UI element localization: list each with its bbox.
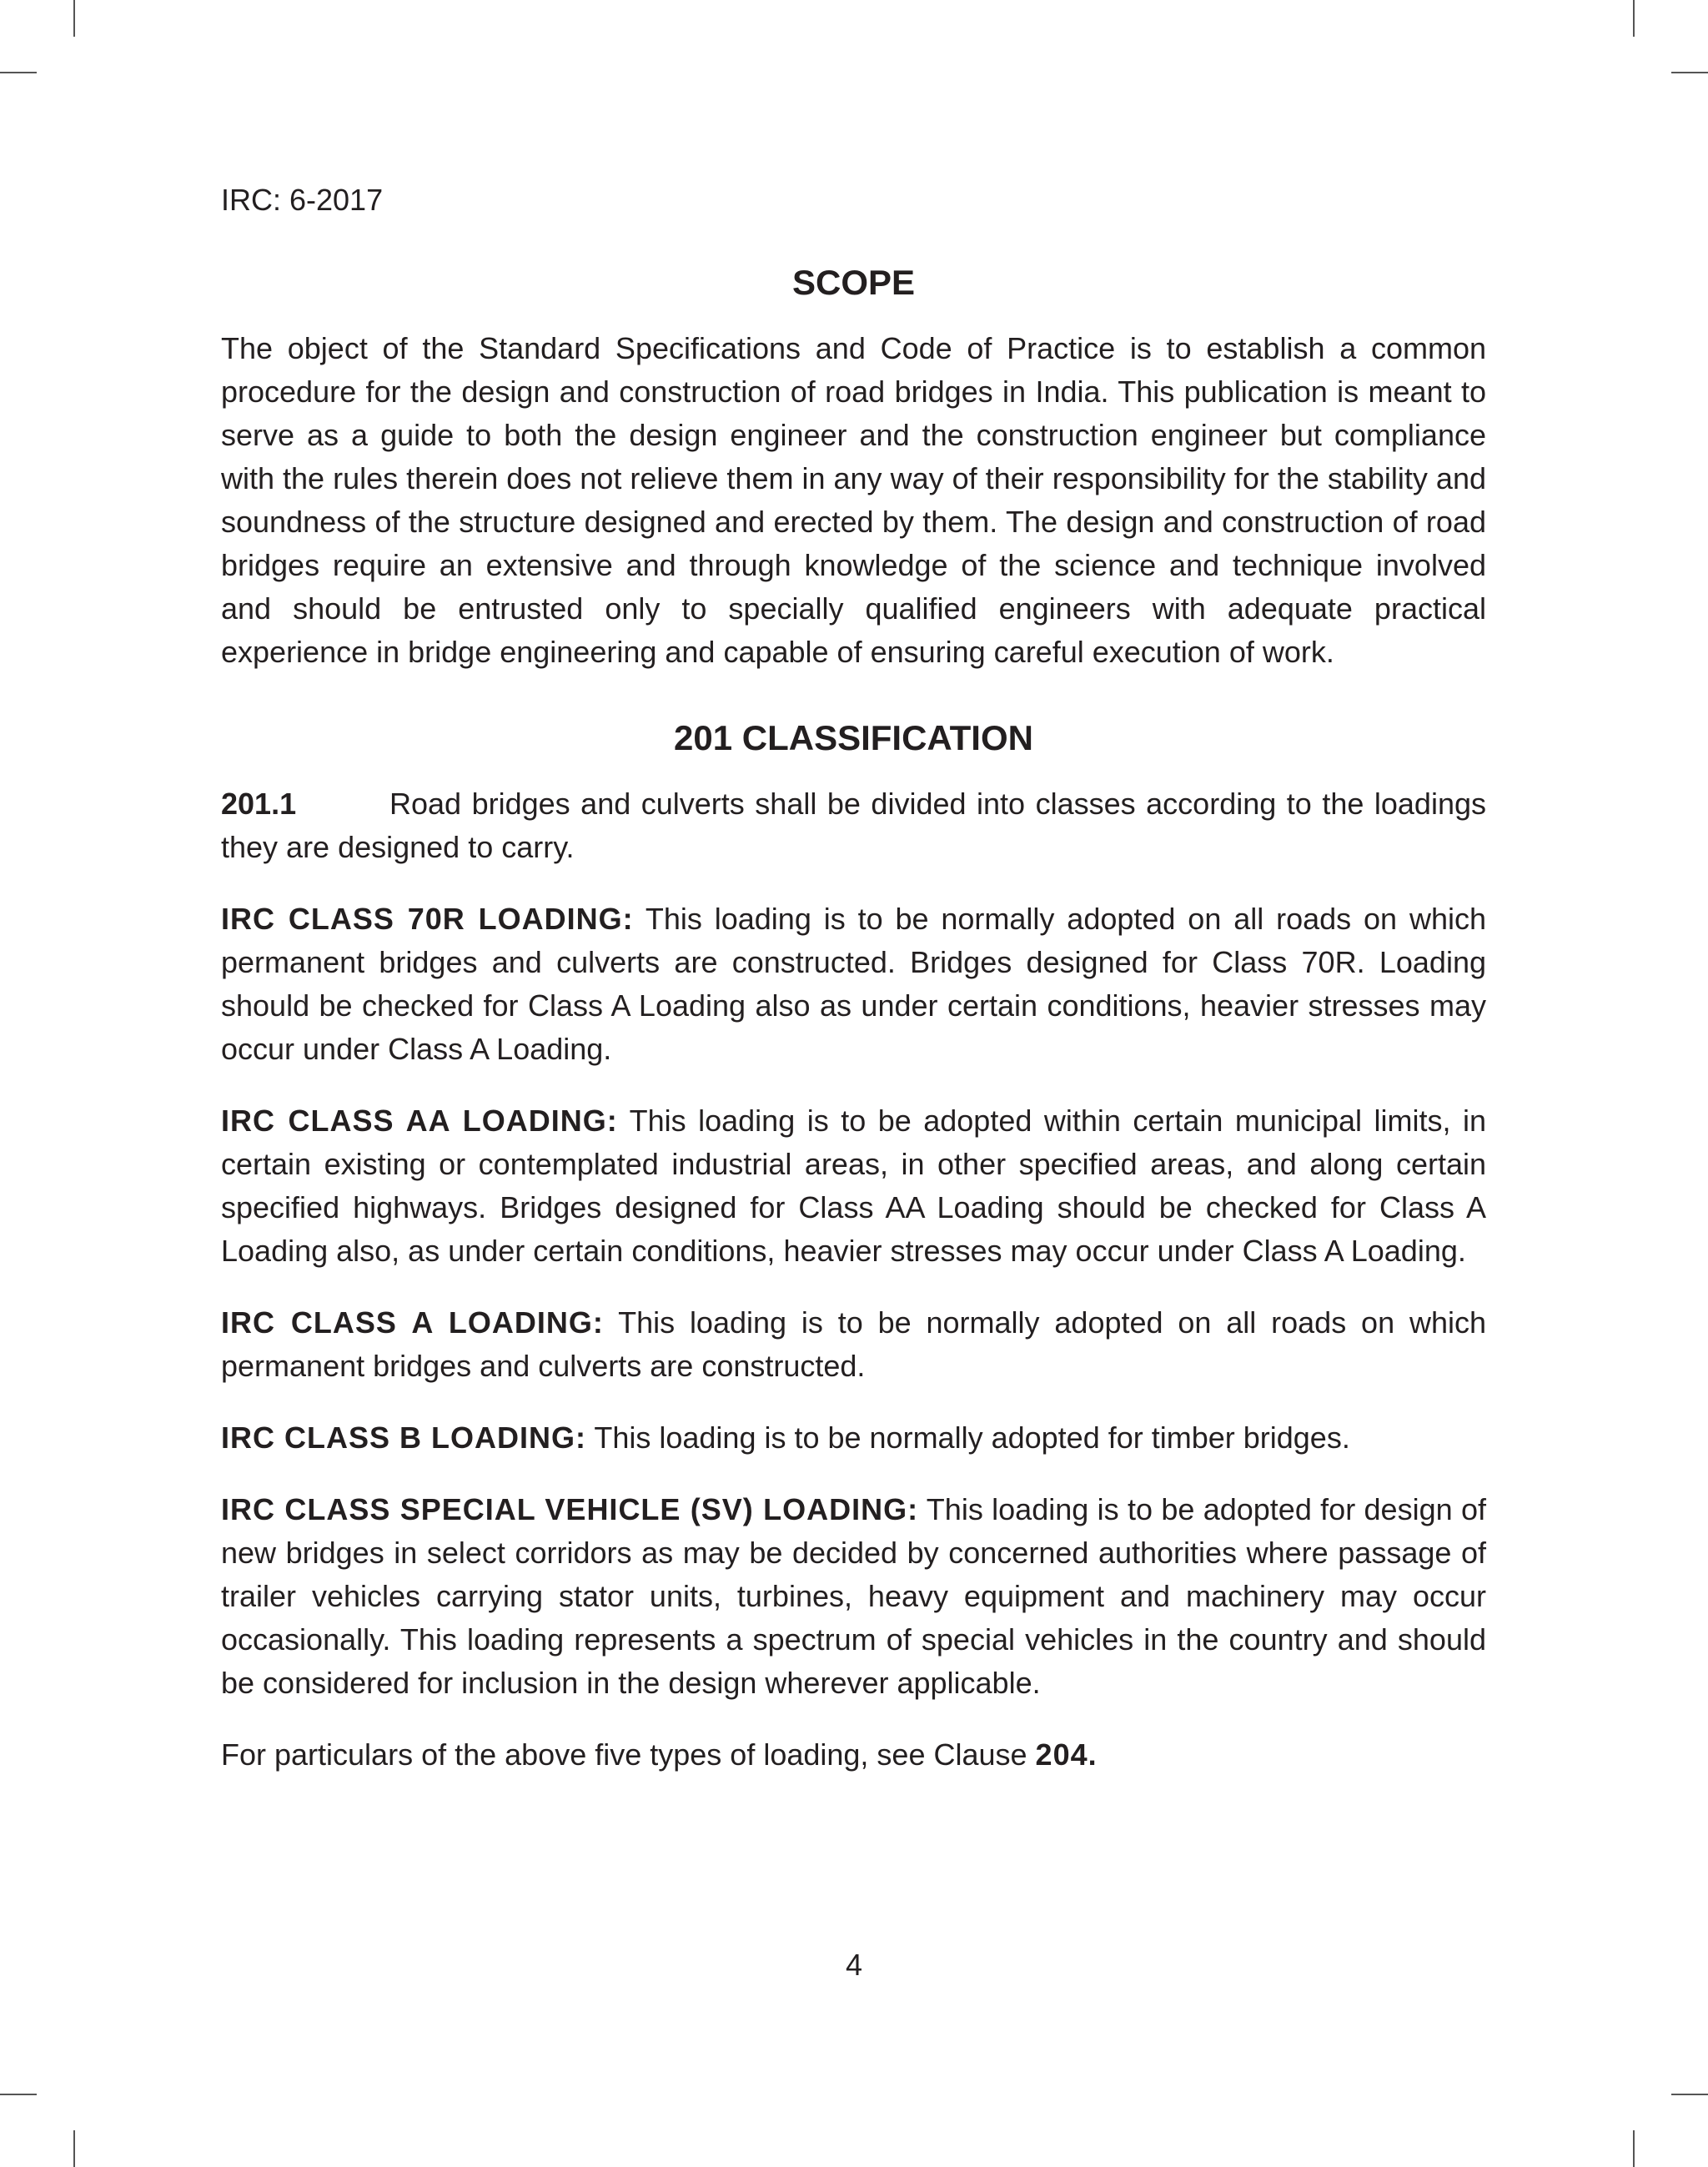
loading-label: IRC CLASS B LOADING: — [221, 1420, 586, 1455]
loading-label: IRC CLASS AA LOADING: — [221, 1104, 618, 1138]
loading-b — [221, 1416, 1486, 1460]
loading-text: This loading is to be adopted for design of new bridges in select corridors as may be decided by concerned authorities where passage of trailer vehicles carrying stator units, turbines, heavy equipment and machinery may occur occasionally. This loading represents a spectrum of special vehicles in the country and should be considered for inclusion in the design wherever applicable. — [221, 1492, 1486, 1700]
crop-mark-top-right — [1633, 0, 1635, 37]
loading-70r — [221, 897, 1486, 1071]
document-code: IRC: 6-2017 — [221, 183, 384, 217]
clause-201-1 — [221, 782, 1486, 869]
loading-text: This loading is to be normally adopted on all roads on which permanent bridges and culverts are constructed. Bridges designed for Class 70R. Loading should be checked for Class A Loading also as under certain conditions, heavier stresses may occur under Class A Loading. — [221, 902, 1486, 1066]
loading-text: This loading is to be normally adopted for timber bridges. — [586, 1420, 1350, 1455]
loading-sv — [221, 1488, 1486, 1705]
clause-text: Road bridges and culverts shall be divided into classes according to the loadings they are designed to carry. — [221, 787, 1486, 864]
crop-mark-bottom-right-h — [1671, 2094, 1708, 2095]
scope-paragraph: The object of the Standard Specifications and Code of Practice is to establish a common procedure for the design and construction of road bridges in India. This publication is meant to serve as a guide to both the design engineer and the construction engineer but compliance with the rules therein does not relieve them in any way of their responsibility for the stability and soundness of the structure designed and erected by them. The design and construction of road bridges require an extensive and through knowledge of the science and technique involved and should be entrusted only to specially qualified engineers with adequate practical experience in bridge engineering and capable of ensuring careful execution of work. — [221, 331, 1486, 669]
crop-mark-top-left — [73, 0, 75, 37]
closing-text: For particulars of the above five types of loading, see Clause — [221, 1737, 1036, 1772]
closing-paragraph — [221, 1733, 1486, 1777]
crop-mark-bottom-right — [1633, 2130, 1635, 2167]
crop-mark-bottom-left — [73, 2130, 75, 2167]
loading-text: This loading is to be adopted within certain municipal limits, in certain existing or contemplated industrial areas, in other specified areas, and along certain specified highways. Bridges designed for Class AA Loading should be checked for Class A Loading also, as under certain conditions, heavier stresses may occur under Class A Loading. — [221, 1104, 1486, 1268]
classification-heading: 201 CLASSIFICATION — [674, 718, 1033, 757]
closing-clause-ref: 204. — [1035, 1737, 1098, 1772]
crop-mark-bottom-left-h — [0, 2094, 37, 2095]
crop-mark-top-left-h — [0, 72, 37, 73]
page-content — [221, 260, 1486, 1805]
loading-label: IRC CLASS SPECIAL VEHICLE (SV) LOADING: — [221, 1492, 919, 1526]
loading-aa — [221, 1099, 1486, 1273]
scope-heading: SCOPE — [791, 263, 916, 302]
clause-number: 201.1 — [221, 787, 297, 821]
loading-label: IRC CLASS 70R LOADING: — [221, 902, 634, 936]
loading-text: This loading is to be normally adopted on all roads on which permanent bridges and culverts are constructed. — [221, 1305, 1486, 1383]
crop-mark-top-right-h — [1671, 72, 1708, 73]
loading-label: IRC CLASS A LOADING: — [221, 1305, 604, 1340]
page-number: 4 — [845, 1948, 863, 1982]
loading-a — [221, 1301, 1486, 1388]
